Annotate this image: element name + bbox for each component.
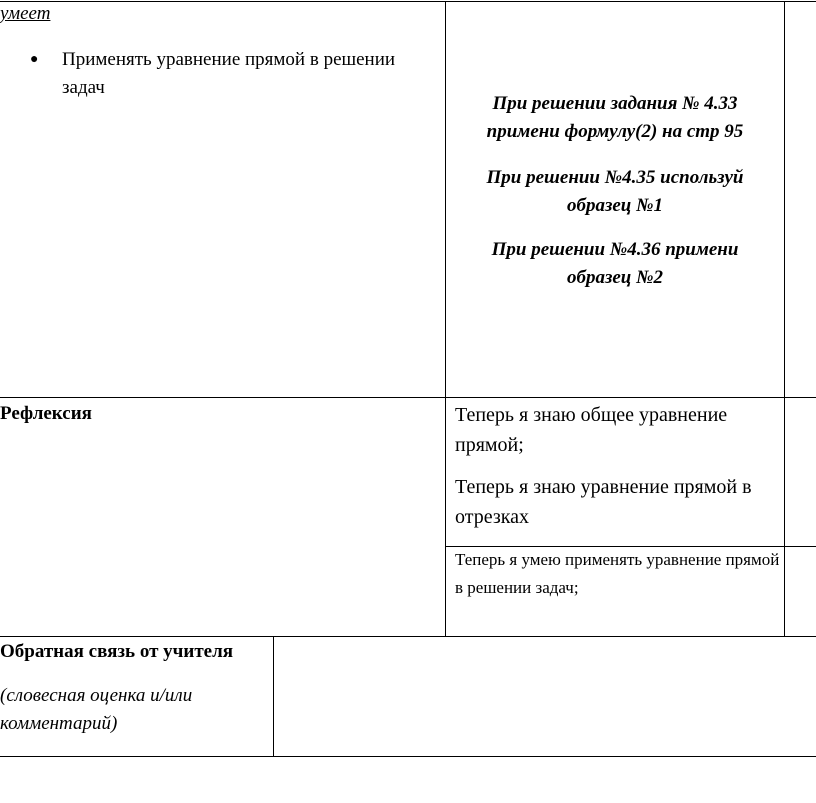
- skill-label: умеет: [0, 3, 51, 24]
- row-divider-1: [0, 397, 816, 398]
- reflection-label: Рефлексия: [0, 403, 92, 424]
- col-divider-2: [784, 1, 785, 637]
- instruction-2: При решении №4.35 используй образец №1: [486, 167, 744, 216]
- instruction-1: При решении задания № 4.33 примени формулу(2) на стр 95: [486, 93, 744, 142]
- col-divider-1: [445, 1, 446, 637]
- instruction-3: При решении №4.36 примени образец №2: [491, 239, 739, 288]
- bullet-icon: ●: [30, 52, 39, 67]
- reflection-item-2: Теперь я знаю уравнение прямой в отрезках: [455, 476, 752, 528]
- reflection-item-1: Теперь я знаю общее уравнение прямой;: [455, 404, 728, 456]
- feedback-subtitle: (словесная оценка и/или комментарий): [0, 685, 193, 734]
- feedback-title: Обратная связь от учителя: [0, 641, 234, 662]
- table-top-border: [0, 1, 816, 2]
- reflection-item-3: Теперь я умею применять уравнение прямой в решении задач;: [455, 550, 780, 597]
- feedback-comment-cell[interactable]: [274, 637, 816, 756]
- skill-bullet-text: Применять уравнение прямой в решении задач: [62, 49, 396, 98]
- table-bottom-border: [0, 756, 816, 757]
